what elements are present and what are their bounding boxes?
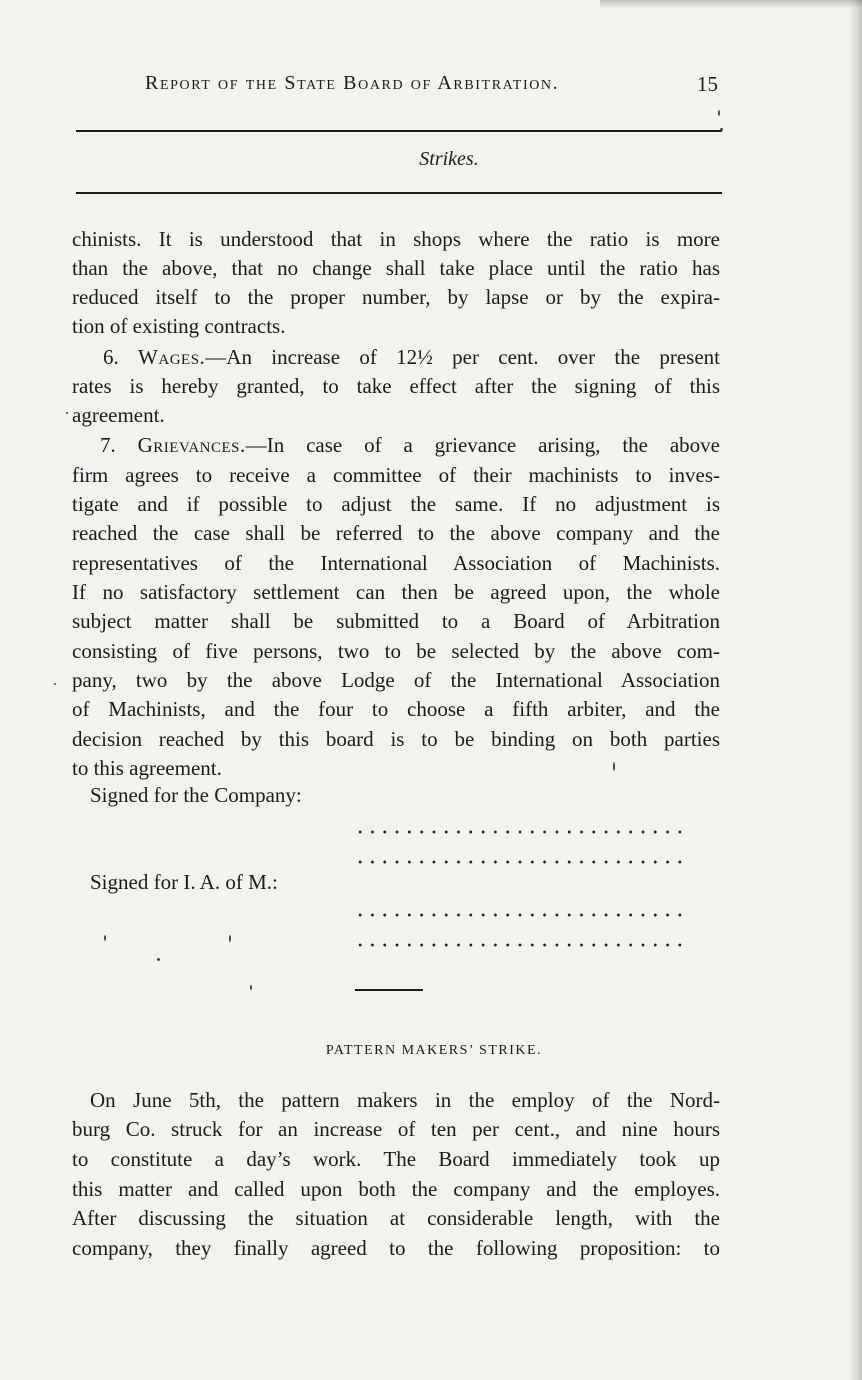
scan-speck (104, 935, 106, 941)
header-rule-bottom (76, 192, 722, 194)
grievances-text: —In case of a grievance arising, the above (245, 433, 720, 457)
iam-signature-label: Signed for I. A. of M.: (90, 870, 278, 894)
wages-heading: Wages. (138, 345, 206, 369)
company-signature-line-1 (354, 830, 686, 834)
body-line: to this agreement. (72, 756, 222, 780)
scan-speck (157, 958, 160, 961)
scan-speck (54, 683, 56, 685)
page-number: 15 (697, 72, 718, 96)
body-line: reached the case shall be referred to the above company and the (72, 521, 720, 545)
body-line: representatives of the International Association of Machinists. (72, 551, 720, 575)
section-title: Strikes. (419, 148, 479, 170)
wages-text: —An increase of 12½ per cent. over the present (205, 345, 721, 369)
iam-signature-line-1 (354, 913, 686, 917)
body-line: On June 5th, the pattern makers in the employ of the Nord- (90, 1088, 720, 1112)
body-line: decision reached by this board is to be binding on both parties (72, 727, 720, 751)
company-signature-line-2 (354, 860, 686, 864)
iam-signature-line-2 (354, 943, 686, 947)
body-line: firm agrees to receive a committee of their machinists to inves- (72, 463, 720, 487)
body-line: pany, two by the above Lodge of the International Association (72, 668, 720, 692)
body-line: of Machinists, and the four to choose a fifth arbiter, and the (72, 697, 720, 721)
scan-speck (250, 985, 252, 990)
wages-number: 6. (103, 345, 119, 369)
body-line: this matter and called upon both the company and the employes. (72, 1177, 720, 1201)
body-line: subject matter shall be submitted to a Board of Arbitration (72, 609, 720, 633)
body-line: tion of existing contracts. (72, 314, 286, 338)
grievances-clause-first-line (100, 431, 720, 460)
body-line: to constitute a day’s work. The Board immediately took up (72, 1147, 720, 1171)
header-rule-top (76, 130, 722, 132)
scan-speck (66, 412, 68, 414)
company-signature-label: Signed for the Company: (90, 783, 302, 807)
body-line: reduced itself to the proper number, by lapse or by the expira- (72, 285, 720, 309)
body-line: After discussing the situation at considerable length, with the (72, 1206, 720, 1230)
scan-speck (613, 762, 615, 771)
body-line: If no satisfactory settlement can then be agreed upon, the whole (72, 580, 720, 604)
pattern-makers-heading: PATTERN MAKERS’ STRIKE. (325, 1043, 543, 1058)
body-line: than the above, that no change shall take place until the ratio has (72, 256, 720, 280)
scan-speck (229, 935, 231, 942)
body-line: tigate and if possible to adjust the same. If no adjustment is (72, 492, 720, 516)
page-edge-shadow (848, 0, 862, 1380)
running-title: Report of the State Board of Arbitration. (145, 72, 560, 94)
body-line: burg Co. struck for an increase of ten per cent., and nine hours (72, 1117, 720, 1141)
grievances-number: 7. (100, 433, 116, 457)
body-line: rates is hereby granted, to take effect after the signing of this (72, 374, 720, 398)
scan-speck (718, 110, 720, 116)
section-divider (355, 989, 423, 991)
page-top-shadow (600, 0, 862, 8)
body-line: chinists. It is understood that in shops where the ratio is more (72, 227, 720, 251)
wages-clause-first-line (103, 343, 720, 372)
scan-speck (720, 128, 723, 131)
body-line: agreement. (72, 403, 165, 427)
body-line: company, they finally agreed to the following proposition: to (72, 1236, 720, 1260)
grievances-heading: Grievances. (137, 433, 246, 457)
body-line: consisting of five persons, two to be selected by the above com- (72, 639, 720, 663)
